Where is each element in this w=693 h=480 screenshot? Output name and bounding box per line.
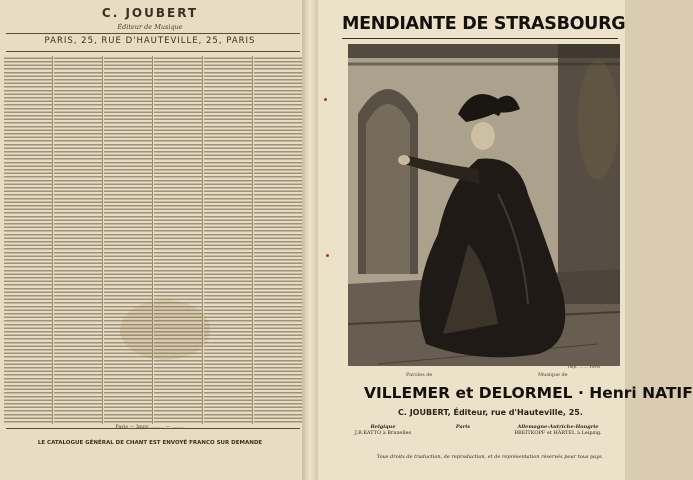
publisher-role: Éditeur de Musique bbox=[117, 23, 183, 31]
editor-line: C. JOUBERT, Éditeur, rue d'Hauteville, 25. bbox=[398, 408, 583, 417]
catalog-column bbox=[254, 56, 303, 424]
distributor-house: BREITKOPF et HÄRTEL à Leipzig. bbox=[514, 430, 602, 436]
cover-page bbox=[318, 0, 693, 480]
catalog-column bbox=[204, 56, 253, 424]
distributor-paris bbox=[438, 424, 488, 430]
catalog-column bbox=[54, 56, 103, 424]
divider bbox=[6, 33, 300, 34]
divider bbox=[6, 51, 300, 52]
ink-mark bbox=[326, 254, 329, 257]
song-title: MENDIANTE DE STRASBOURG bbox=[342, 14, 626, 34]
engraver-signature: Imp. ........ Paris bbox=[568, 364, 601, 369]
distributor-germany bbox=[498, 424, 618, 436]
distributor-country: Allemagne-Autriche-Hongrie bbox=[517, 424, 599, 430]
catalog-column bbox=[154, 56, 203, 424]
rights-notice: Tous droits de traduction, de reproduction, et de représentation réservés pour tous pays. bbox=[376, 454, 604, 460]
catalog-page bbox=[0, 0, 318, 480]
publisher-name: C. JOUBERT bbox=[101, 6, 199, 20]
printer-note: Paris — Impr. ........ — ........ bbox=[115, 424, 185, 430]
distributor-country: Belgique bbox=[370, 424, 396, 430]
title-divider bbox=[342, 38, 618, 39]
authors: VILLEMER et DELORMEL · Henri NATIF bbox=[364, 384, 693, 402]
catalog-column bbox=[4, 56, 53, 424]
paper-stain bbox=[578, 60, 618, 180]
song-catalog bbox=[4, 56, 302, 424]
music-credit-label: Musique de bbox=[538, 372, 568, 378]
distributor-country: Paris bbox=[455, 424, 471, 430]
lyrics-credit-label: Paroles de bbox=[406, 372, 433, 378]
distributor-house: J.B.KATTO à Bruxelles bbox=[354, 430, 412, 436]
paper-stain bbox=[120, 300, 210, 360]
distributor-belgium bbox=[338, 424, 428, 436]
publisher-address: PARIS, 25, RUE D'HAUTEVILLE, 25, PARIS bbox=[44, 36, 256, 46]
ink-mark bbox=[324, 98, 327, 101]
catalog-note: LE CATALOGUE GÉNÉRAL DE CHANT EST ENVOYÉ FRANCO SUR DEMANDE bbox=[37, 440, 263, 446]
catalog-column bbox=[104, 56, 153, 424]
